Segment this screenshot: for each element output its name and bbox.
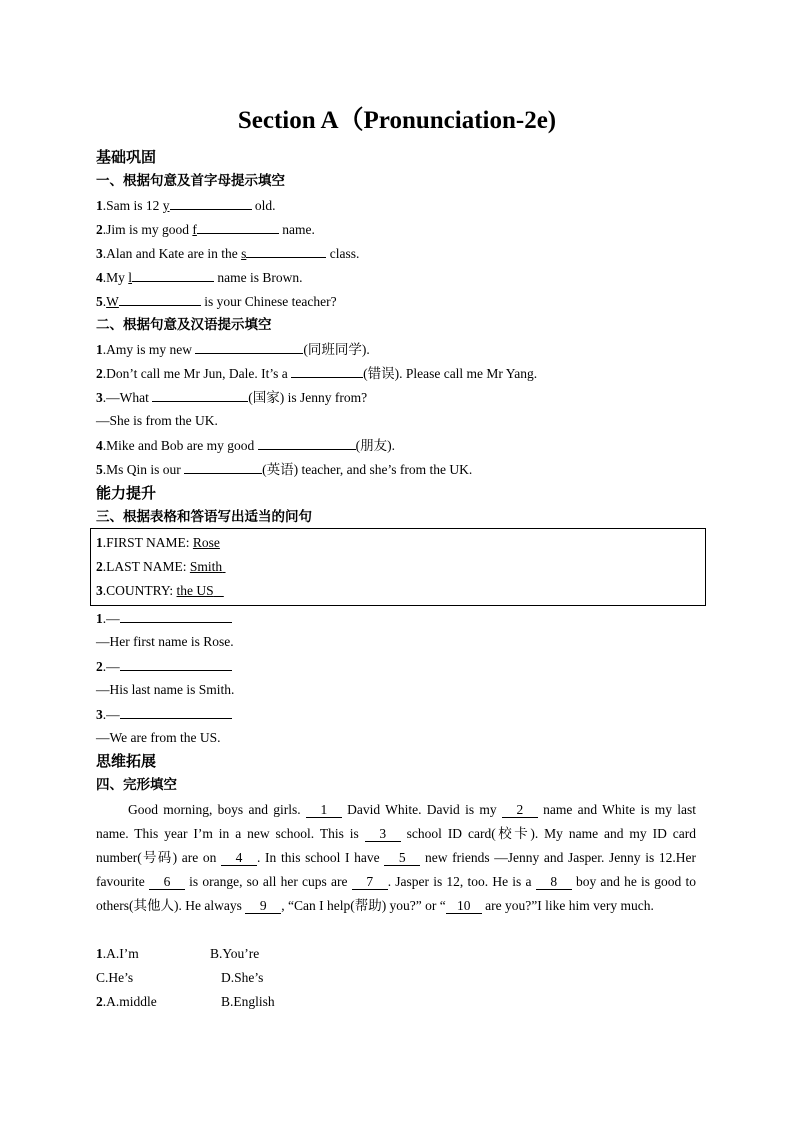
cloze-passage: Good morning, boys and girls. 1 David White. David is my 2 name and White is my last name. This year I’m in a new school. This is 3 school ID card(校卡). My name and my ID card number(号码) are on 4 . In this school I have 5 new friends —Jenny and Jasper. Jenny is 12.Her favourite 6 is orange, so all her cups are 7 . Jasper is 12, too. He is a 8 boy and he is good to others(其他人). He always 9 , “Can I help(帮助) you?” or “ 10 are you?”I like him very much. bbox=[96, 802, 696, 913]
section-heading-extend: 思维拓展 bbox=[96, 752, 157, 770]
option-b: B.English bbox=[221, 994, 275, 1009]
option-d: D.She’s bbox=[221, 970, 264, 985]
option-a: 1.A.I’m bbox=[96, 946, 139, 961]
part1-item: 4.My l name is Brown. bbox=[96, 267, 303, 288]
option-b: B.You’re bbox=[210, 946, 260, 961]
part1-item: 1.Sam is 12 y old. bbox=[96, 195, 276, 216]
section-heading-basics: 基础巩固 bbox=[96, 148, 157, 166]
part2-item: 5.Ms Qin is our (英语) teacher, and she’s from the UK. bbox=[96, 459, 472, 480]
part2-item: 3.—What (国家) is Jenny from? bbox=[96, 387, 367, 408]
part1-heading: 一、根据句意及首字母提示填空 bbox=[96, 173, 285, 189]
option-a: 2.A.middle bbox=[96, 994, 157, 1009]
option-c: C.He’s bbox=[96, 970, 134, 985]
part1-item: 3.Alan and Kate are in the s class. bbox=[96, 243, 359, 264]
part1-item: 5.W is your Chinese teacher? bbox=[96, 291, 337, 312]
part2-item: 4.Mike and Bob are my good (朋友). bbox=[96, 435, 395, 456]
section-heading-improve: 能力提升 bbox=[96, 484, 157, 502]
table-row: 2.LAST NAME: Smith bbox=[96, 559, 223, 574]
table-row: 3.COUNTRY: the US bbox=[96, 583, 214, 598]
qa-answer: —Her first name is Rose. bbox=[96, 634, 234, 649]
part2-item: —She is from the UK. bbox=[96, 413, 218, 428]
part2-item: 2.Don’t call me Mr Jun, Dale. It’s a (错误). Please call me Mr Yang. bbox=[96, 363, 537, 384]
table-row: 1.FIRST NAME: Rose bbox=[96, 535, 220, 550]
qa-question: 1.— bbox=[96, 608, 232, 629]
qa-answer: —We are from the US. bbox=[96, 730, 221, 745]
page-title: Section A（Pronunciation-2e) bbox=[237, 107, 557, 134]
part1-item: 2.Jim is my good f name. bbox=[96, 219, 315, 240]
qa-question: 3.— bbox=[96, 704, 232, 725]
part3-heading: 三、根据表格和答语写出适当的问句 bbox=[96, 509, 312, 525]
qa-answer: —His last name is Smith. bbox=[96, 682, 235, 697]
part2-heading: 二、根据句意及汉语提示填空 bbox=[96, 317, 272, 333]
part4-heading: 四、完形填空 bbox=[96, 777, 177, 793]
qa-question: 2.— bbox=[96, 656, 232, 677]
part2-item: 1.Amy is my new (同班同学). bbox=[96, 339, 370, 360]
